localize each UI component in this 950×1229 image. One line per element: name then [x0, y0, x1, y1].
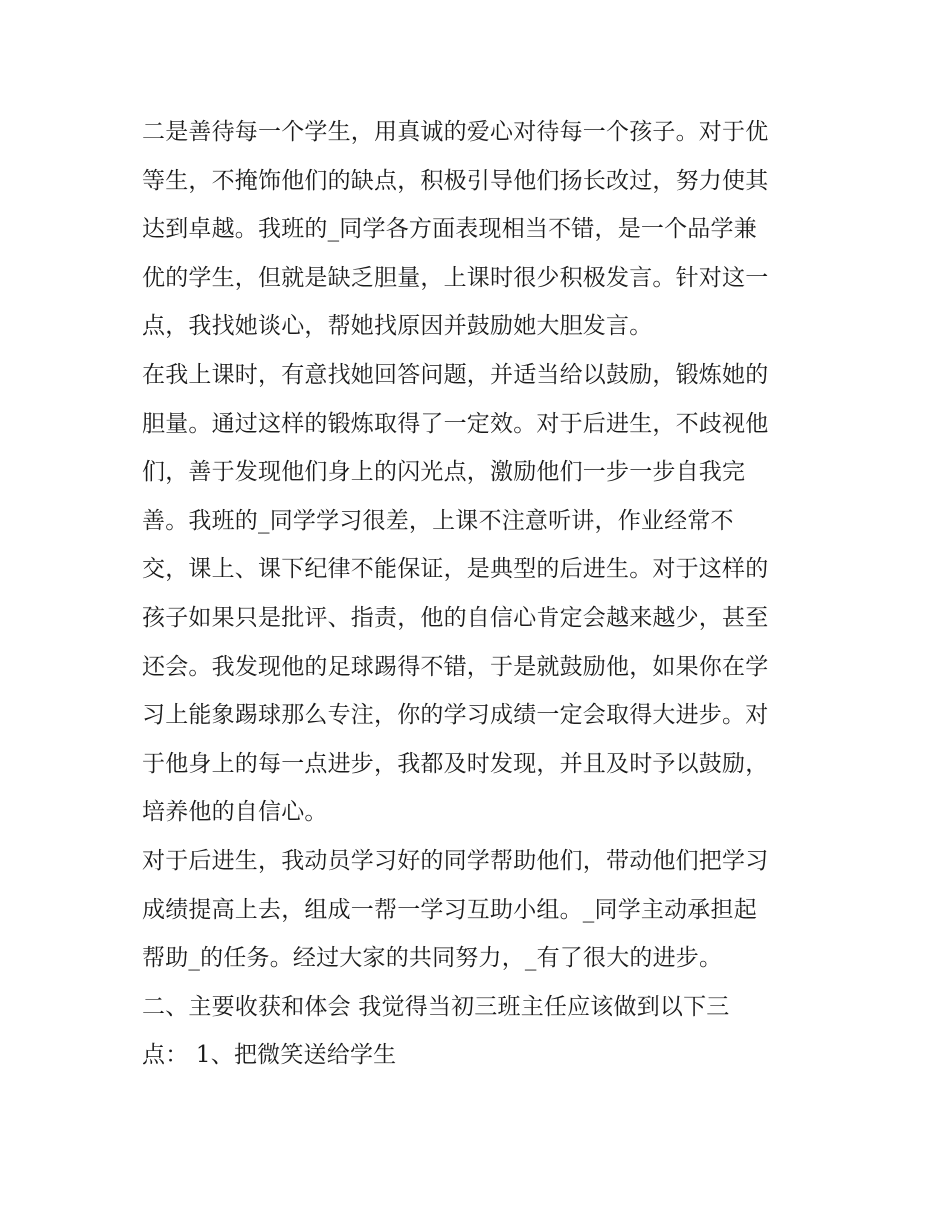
- text-line: 善。我班的_同学学习很差，上课不注意听讲，作业经常不: [142, 507, 734, 534]
- text-line: 优的学生，但就是缺乏胆量，上课时很少积极发言。针对这一: [142, 264, 769, 291]
- text-line: 交，课上、课下纪律不能保证，是典型的后进生。对于这样的: [142, 556, 769, 583]
- text-line: 胆量。通过这样的锻炼取得了一定效。对于后进生，不歧视他: [142, 410, 769, 437]
- text-line: 点，我找她谈心，帮她找原因并鼓励她大胆发言。: [142, 313, 653, 340]
- text-line: 还会。我发现他的足球踢得不错，于是就鼓励他，如果你在学: [142, 653, 769, 680]
- text-line: 孩子如果只是批评、指责，他的自信心肯定会越来越少，甚至: [142, 604, 769, 631]
- text-line: 培养他的自信心。: [142, 799, 328, 826]
- text-line: 习上能象踢球那么专注，你的学习成绩一定会取得大进步。对: [142, 702, 769, 729]
- text-line: 二是善待每一个学生，用真诚的爱心对待每一个孩子。对于优: [142, 119, 769, 145]
- body-text: [142, 108, 822, 1080]
- text-line: 达到卓越。我班的_同学各方面表现相当不错，是一个品学兼: [142, 216, 757, 243]
- text-line: 帮助_的任务。经过大家的共同努力，_有了很大的进步。: [142, 945, 723, 972]
- text-line: 于他身上的每一点进步，我都及时发现，并且及时予以鼓励，: [142, 750, 769, 777]
- text-line: 二、主要收获和体会 我觉得当初三班主任应该做到以下三: [142, 993, 730, 1020]
- text-line: 对于后进生，我动员学习好的同学帮助他们，带动他们把学习: [142, 847, 769, 874]
- text-line: 们，善于发现他们身上的闪光点，激励他们一步一步自我完: [142, 459, 746, 486]
- text-line: 等生，不掩饰他们的缺点，积极引导他们扬长改过，努力使其: [142, 167, 769, 194]
- text-line: 在我上课时，有意找她回答问题，并适当给以鼓励，锻炼她的: [142, 361, 769, 388]
- text-line: 点： 1、把微笑送给学生: [142, 1042, 397, 1069]
- text-line: 成绩提高上去，组成一帮一学习互助小组。_同学主动承担起: [142, 896, 757, 923]
